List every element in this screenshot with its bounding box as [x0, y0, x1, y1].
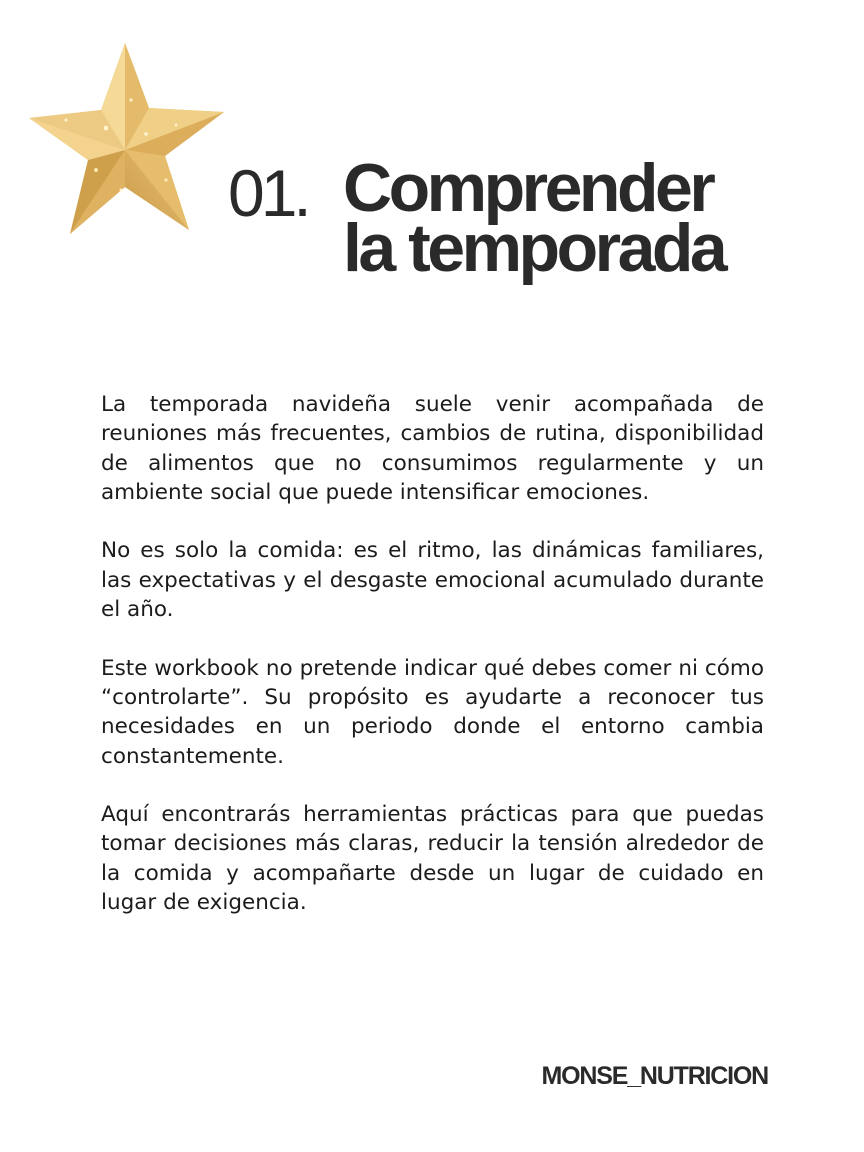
- title-line-1: Comprender: [343, 150, 713, 226]
- paragraph-3: Este workbook no pretende indicar qué debes comer ni cómo “controlarte”. Su propósito es ayudarte a reconocer tus necesidades en un periodo donde el entorno cambia constantemente.: [101, 655, 764, 769]
- title-line-2: la temporada: [343, 210, 725, 286]
- brand-signature: MONSE_NUTRICION: [541, 1062, 768, 1090]
- body-text: [101, 390, 764, 947]
- page-title: [343, 150, 725, 286]
- section-number: 01.: [228, 156, 308, 230]
- paragraph-4: Aquí encontrarás herramientas prácticas para que puedas tomar decisiones más claras, reducir la tensión alrededor de la comida y acompañarte desde un lugar de cuidado en lugar de exigencia.: [101, 802, 764, 916]
- section-heading: [0, 0, 864, 320]
- paragraph-2: No es solo la comida: es el ritmo, las dinámicas familiares, las expectativas y el desgaste emocional acumulado durante el año.: [101, 538, 764, 623]
- paragraph-1: La temporada navideña suele venir acompañada de reuniones más frecuentes, cambios de rutina, disponibilidad de alimentos que no consumimos regularmente y un ambiente social que puede intensificar emociones.: [101, 392, 764, 505]
